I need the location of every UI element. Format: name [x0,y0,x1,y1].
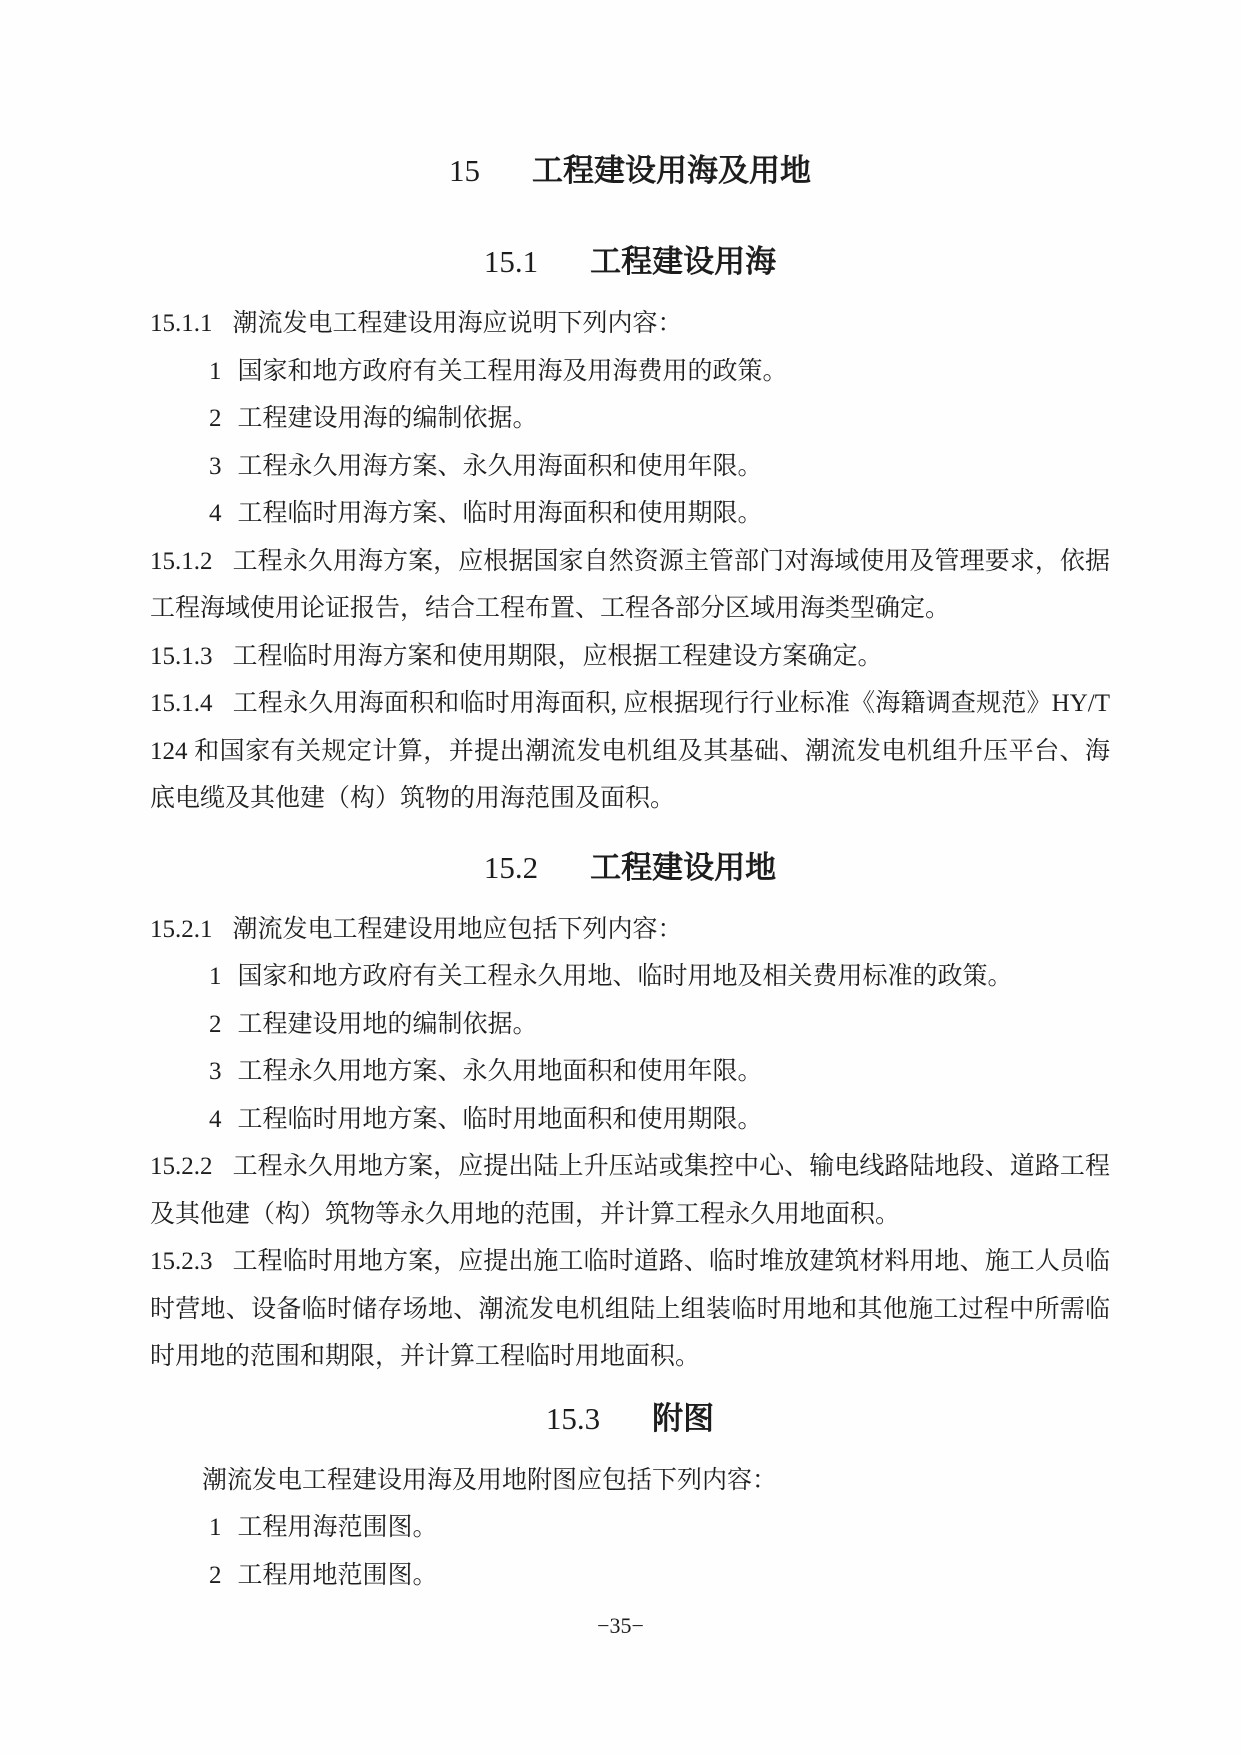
clause-text: 工程永久用海方案，应根据国家自然资源主管部门对海域使用及管理要求，依据工程海域使用论证报告，结合工程布置、工程各部分区域用海类型确定。 [150,547,1110,622]
clause-number: 15.1.4 [150,690,213,717]
clause-number: 15.2.2 [150,1153,213,1180]
clause-15-1-4 [150,680,1110,823]
clause-number: 15.1.2 [150,547,213,575]
item-number: 2 [209,1010,222,1038]
item-text: 工程用海范围图。 [237,1514,438,1541]
list-item [150,953,1110,1001]
list-item [150,1001,1110,1049]
section-number: 15.2 [483,849,539,885]
list-item [150,1096,1110,1144]
list-item [150,1552,1110,1600]
item-number: 2 [209,1561,222,1589]
list-item [150,395,1110,443]
clause-text: 工程永久用地方案，应提出陆上升压站或集控中心、输电线路陆地段、道路工程及其他建（构）筑物等永久用地的范围，并计算工程永久用地面积。 [150,1153,1110,1228]
section-heading-15-3 [150,1399,1110,1439]
clause-15-1-3 [150,633,1110,681]
chapter-heading [150,151,1110,191]
item-text: 工程建设用海的编制依据。 [237,405,538,432]
chapter-number: 15 [449,153,480,188]
clause-15-2-1 [150,906,1110,954]
item-text: 工程永久用海方案、永久用海面积和使用年限。 [237,452,763,480]
item-text: 国家和地方政府有关工程永久用地、临时用地及相关费用标准的政策。 [237,963,1013,990]
clause-15-2-3 [150,1238,1110,1381]
item-text: 工程永久用地方案、永久用地面积和使用年限。 [237,1058,763,1085]
clause-15-2-2 [150,1143,1110,1238]
clause-15-1-1 [150,300,1110,348]
list-item [150,490,1110,538]
item-number: 1 [209,963,222,990]
list-item [150,1048,1110,1096]
clause-text: 工程临时用海方案和使用期限，应根据工程建设方案确定。 [232,642,883,670]
chapter-title-text: 工程建设用海及用地 [532,153,811,188]
section-title-text: 工程建设用海 [590,244,777,279]
item-number: 4 [209,1105,222,1133]
clause-number: 15.2.3 [150,1248,213,1275]
clause-15-1-2 [150,538,1110,633]
item-text: 工程建设用地的编制依据。 [237,1010,538,1038]
item-text: 工程用地范围图。 [237,1561,438,1589]
item-number: 1 [209,357,222,385]
clause-text: 工程永久用海面积和临时用海面积, 应根据现行行业标准《海籍调查规范》HY/T 124 和国家有关规定计算，并提出潮流发电机组及其基础、潮流发电机组升压平台、海底电缆及其他建（构）筑物的用海范围及面积。 [150,690,1110,812]
clause-text: 潮流发电工程建设用海应说明下列内容： [232,310,683,337]
item-text: 国家和地方政府有关工程用海及用海费用的政策。 [237,357,788,385]
clause-number: 15.1.1 [150,310,213,337]
clause-text: 潮流发电工程建设用地应包括下列内容： [232,915,683,943]
list-item [150,348,1110,396]
item-number: 2 [209,405,222,432]
item-text: 工程临时用海方案、临时用海面积和使用期限。 [237,500,763,527]
section-number: 15.3 [545,1400,601,1436]
clause-number: 15.2.1 [150,915,213,943]
clause-number: 15.1.3 [150,642,213,670]
item-number: 3 [209,452,222,480]
section-heading-15-2 [150,848,1110,888]
section-title-text: 工程建设用地 [590,849,777,885]
page-number-footer: −35− [597,1613,644,1638]
list-item [150,443,1110,491]
clause-text: 工程临时用地方案，应提出施工临时道路、临时堆放建筑材料用地、施工人员临时营地、设备临时储存场地、潮流发电机组陆上组装临时用地和其他施工过程中所需临时用地的范围和期限，并计算工程临时用地面积。 [150,1248,1110,1370]
section-number: 15.1 [483,244,539,279]
list-item [150,1504,1110,1552]
section-title-text: 附图 [652,1400,715,1436]
item-text: 工程临时用地方案、临时用地面积和使用期限。 [237,1105,763,1133]
item-number: 3 [209,1058,222,1085]
intro-paragraph: 潮流发电工程建设用海及用地附图应包括下列内容： [202,1466,778,1494]
section-heading-15-1 [150,242,1110,282]
item-number: 1 [209,1514,222,1541]
item-number: 4 [209,500,222,527]
